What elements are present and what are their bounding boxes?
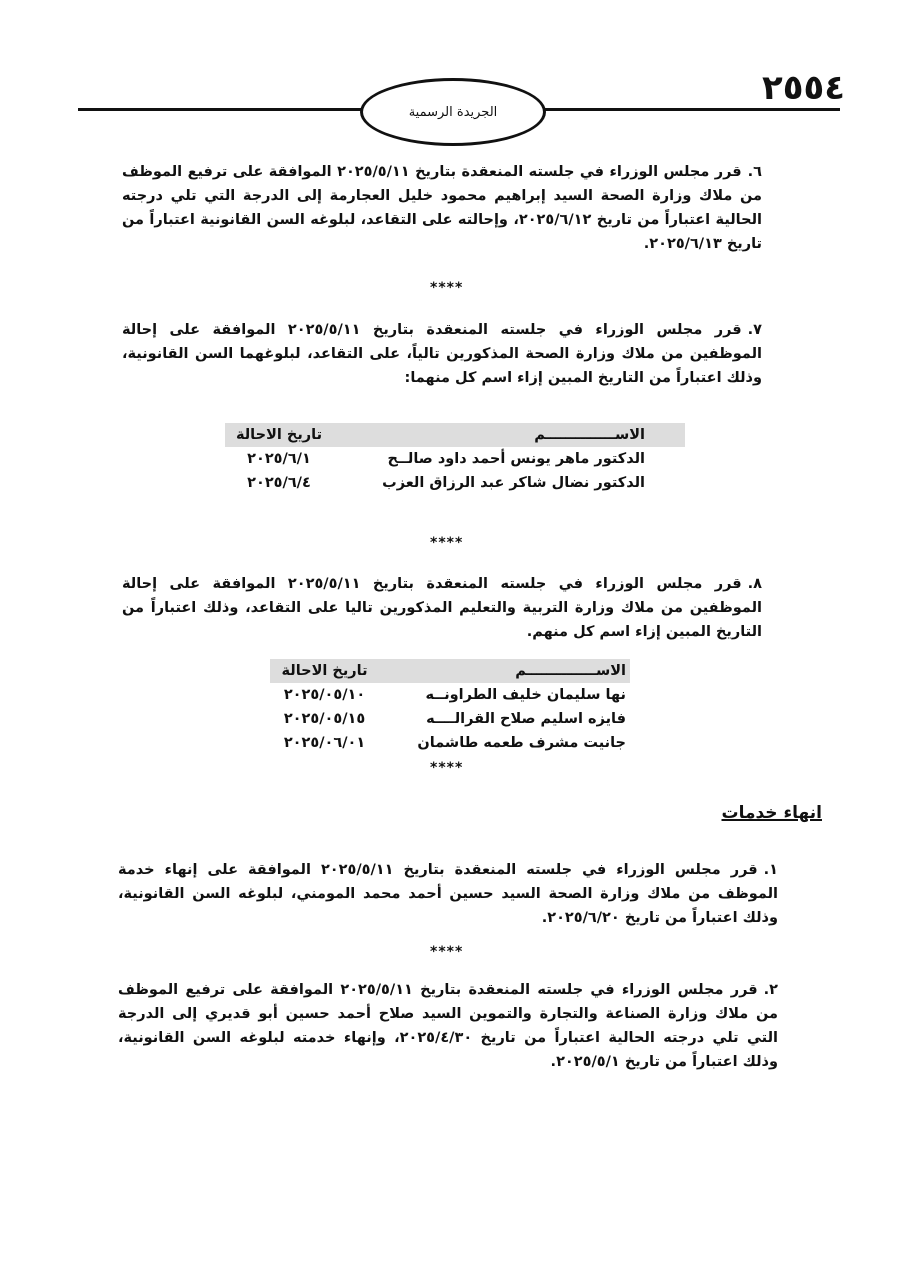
table-row (270, 731, 630, 755)
gazette-oval (360, 78, 546, 146)
item-text: قرر مجلس الوزراء في جلسته المنعقدة بتاريخ ٢٠٢٥/٥/١١ الموافقة على إحالة الموظفين من ملاك وزارة الصحة المذكورين تالياً، على التقاعد، لبلوغهما السن القانونية، وذلك اعتباراً من التاريخ المبين إزاء اسم كل منهما: (122, 322, 762, 386)
date-cell: ٢٠٢٥/٦/٤ (247, 475, 311, 491)
service-end-item-1 (118, 858, 778, 930)
item-number: ٧. (747, 322, 762, 338)
date-cell: ٢٠٢٥/٠٥/١٥ (283, 711, 366, 727)
gazette-label: الجريدة الرسمية (408, 104, 498, 120)
item-text: قرر مجلس الوزراء في جلسته المنعقدة بتاريخ ٢٠٢٥/٥/١١ الموافقة على ترفيع الموظف من ملاك وزارة الصحة السيد إبراهيم محمود خليل العجارمة إلى الدرجة التي تلي درجته الحالية اعتباراً من تاريخ ٢٠٢٥/٦/١٢، وإحالته على التقاعد، لبلوغه السن القانونية اعتباراً من تاريخ ٢٠٢٥/٦/١٣. (122, 164, 762, 252)
separator: **** (430, 944, 464, 960)
table-header-row (225, 423, 685, 447)
retirement-table-health (225, 423, 685, 495)
table-row (225, 447, 685, 471)
item-number: ١. (763, 862, 778, 878)
separator: **** (430, 760, 464, 776)
item-number: ٦. (747, 164, 762, 180)
name-cell: فايزه اسليم صلاح القرالــــه (426, 711, 626, 727)
table-row (270, 683, 630, 707)
table-row (270, 707, 630, 731)
name-cell: نها سليمان خليف الطراونــه (425, 687, 626, 703)
decision-item-7 (122, 318, 762, 390)
column-header-date: تاريخ الاحالة (270, 659, 379, 683)
date-cell: ٢٠٢٥/٠٦/٠١ (283, 735, 366, 751)
column-header-date: تاريخ الاحالة (225, 423, 333, 447)
item-text: قرر مجلس الوزراء في جلسته المنعقدة بتاريخ ٢٠٢٥/٥/١١ الموافقة على إنهاء خدمة الموظف من ملاك وزارة الصحة السيد حسين أحمد محمد المومني، لبلوغه السن القانونية، وذلك اعتباراً من تاريخ ٢٠٢٥/٦/٢٠. (118, 862, 778, 926)
name-cell: الدكتور نضال شاكر عبد الرزاق العزب (382, 475, 645, 491)
name-cell: جانيت مشرف طعمه طاشمان (417, 735, 626, 751)
column-header-name: الاســــــــــــــم (333, 423, 685, 447)
separator: **** (430, 535, 464, 551)
date-cell: ٢٠٢٥/٠٥/١٠ (283, 687, 366, 703)
column-header-name: الاســــــــــــــم (379, 659, 630, 683)
separator: **** (430, 280, 464, 296)
service-end-item-2 (118, 978, 778, 1074)
section-title: انهاء خدمات (721, 803, 822, 823)
item-text: قرر مجلس الوزراء في جلسته المنعقدة بتاريخ ٢٠٢٥/٥/١١ الموافقة على ترفيع الموظف من ملاك وزارة الصناعة والتجارة والتموين السيد صلاح أحمد حسين أبو قديري إلى الدرجة التي تلي درجته الحالية اعتباراً من تاريخ ٢٠٢٥/٤/٣٠، وإنهاء خدمته لبلوغه السن القانونية، وذلك اعتباراً من تاريخ ٢٠٢٥/٥/١. (118, 982, 778, 1070)
table-row (225, 471, 685, 495)
date-cell: ٢٠٢٥/٦/١ (247, 451, 311, 467)
page-number: ٢٥٥٤ (762, 68, 846, 108)
retirement-table-education (270, 659, 630, 755)
item-number: ٨. (747, 576, 762, 592)
table-header-row (270, 659, 630, 683)
decision-item-6 (122, 160, 762, 256)
item-text: قرر مجلس الوزراء في جلسته المنعقدة بتاريخ ٢٠٢٥/٥/١١ الموافقة على إحالة الموظفين من ملاك وزارة التربية والتعليم المذكورين تاليا على التقاعد، وذلك اعتباراً من التاريخ المبين إزاء اسم كل منهم. (122, 576, 762, 640)
decision-item-8 (122, 572, 762, 644)
item-number: ٢. (763, 982, 778, 998)
name-cell: الدكتور ماهر يونس أحمد داود صالــح (387, 451, 645, 467)
